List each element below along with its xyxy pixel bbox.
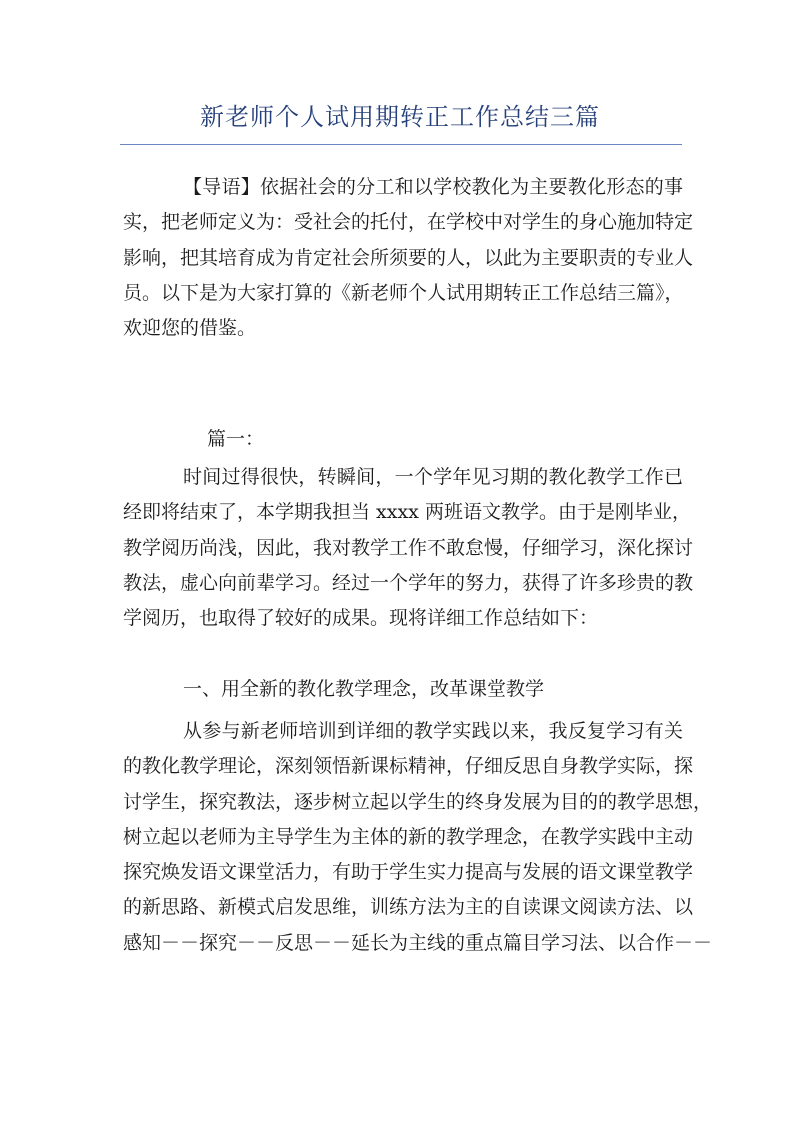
section-heading-block: [123, 422, 683, 457]
body-line: 教学阅历尚浅，因此，我对教学工作不敢怠慢，仔细学习，深化探讨: [123, 536, 694, 559]
body-line: 从参与新老师培训到详细的教学实践以来，我反复学习有关: [183, 720, 683, 742]
intro-line: 员。以下是为大家打算的《新老师个人试用期转正工作总结三篇》，: [123, 281, 684, 304]
title-divider: [120, 144, 682, 145]
body-line: 讨学生，探究教法，逐步树立起以学生的终身发展为目的的教学思想，: [123, 790, 713, 813]
intro-line: 【导语】依据社会的分工和以学校教化为主要教化形态的事: [183, 176, 683, 198]
body-line: 探究焕发语文课堂活力，有助于学生实力提高与发展的语文课堂教学: [123, 861, 694, 884]
intro-line: 实，把老师定义为：受社会的托付，在学校中对学生的身心施加特定: [123, 211, 694, 234]
body-line: 树立起以老师为主导学生为主体的新的教学理念，在教学实践中主动: [123, 825, 694, 848]
body-line: 感知－－探究－－反思－－延长为主线的重点篇目学习法、以合作－－: [123, 931, 713, 954]
body-line: 经即将结束了，本学期我担当 xxxx 两班语文教学。由于是刚毕业，: [123, 501, 691, 524]
intro-line: 影响，把其培育成为肯定社会所须要的人，以此为主要职责的专业人: [123, 246, 694, 269]
body-line: 的教化教学理论，深刻领悟新课标精神，仔细反思自身教学实际，探: [123, 755, 694, 778]
document-title: 新老师个人试用期转正工作总结三篇: [200, 103, 600, 131]
body-line: 时间过得很快，转瞬间，一个学年见习期的教化教学工作已: [183, 466, 683, 488]
subheading-block: [123, 672, 683, 707]
body-line: 教法，虚心向前辈学习。经过一个学年的努力，获得了许多珍贵的教: [123, 571, 694, 594]
body-paragraph-2: [123, 714, 713, 961]
section-heading: 篇一：: [207, 428, 265, 450]
intro-line: 欢迎您的借鉴。: [123, 317, 257, 340]
subheading: 一、用全新的教化教学理念，改革课堂教学: [183, 678, 545, 700]
body-line: 的新思路、新模式启发思维，训练方法为主的自读课文阅读方法、以: [123, 896, 694, 919]
body-line: 学阅历，也取得了较好的成果。现将详细工作总结如下：: [123, 607, 599, 630]
intro-paragraph: [123, 170, 694, 346]
body-paragraph-1: [123, 460, 694, 636]
